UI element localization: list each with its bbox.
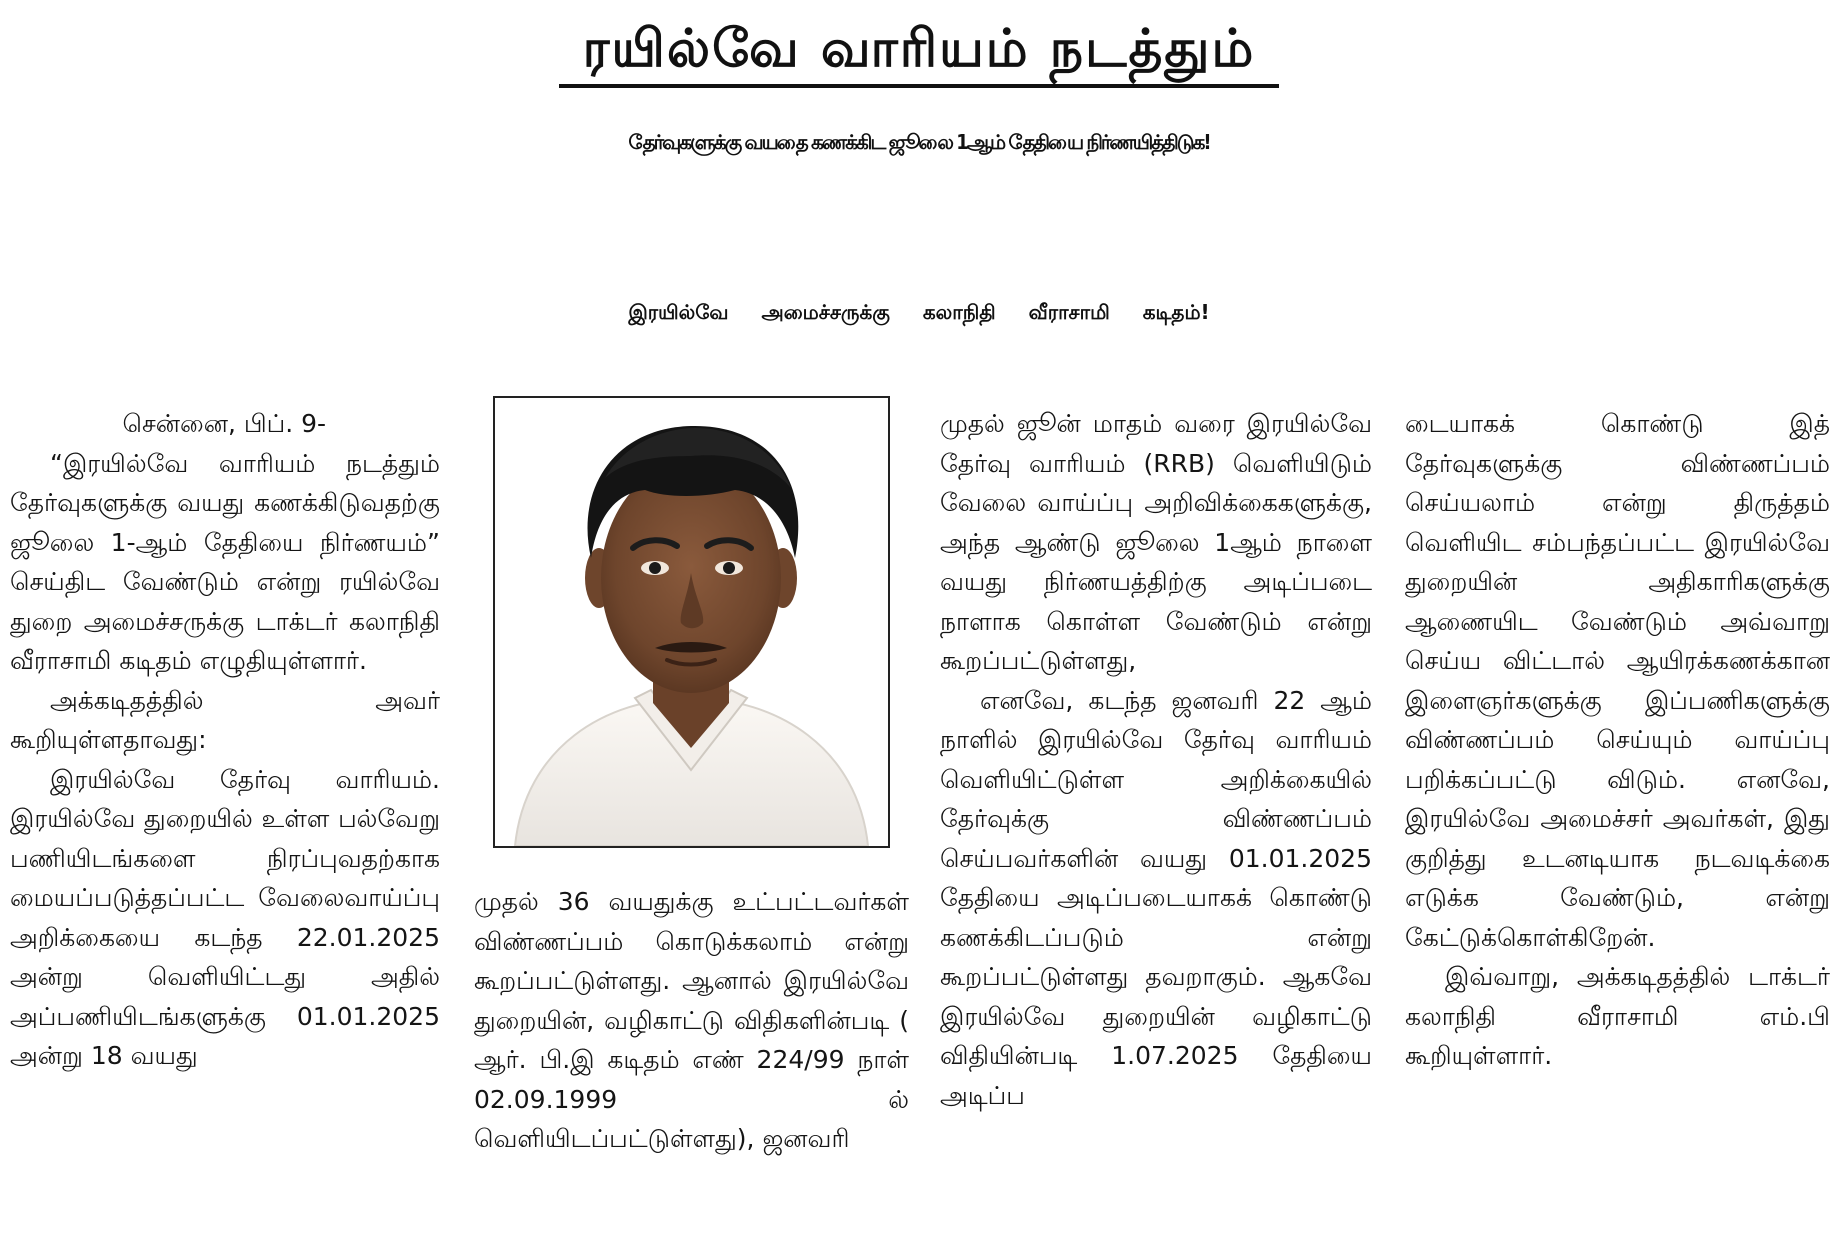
paragraph: முதல் ஜூன் மாதம் வரை இரயில்வே தேர்வு வாரியம் (RRB) வெளியிடும் வேலை வாய்ப்பு அறிவிக்கைகளுக்கு, அந்த ஆண்டு ஜூலை 1ஆம் நாளை வயது நிர்ணயத்திற்கு அடிப்படை நாளாக கொள்ள வேண்டும் என்று கூறப்பட்டுள்ளது, bbox=[940, 409, 1372, 675]
kicker-container bbox=[0, 20, 1838, 88]
column-4 bbox=[1405, 404, 1830, 1076]
paragraph: டையாகக் கொண்டு இத் தேர்வுகளுக்கு விண்ணப்பம் செய்யலாம் என்று திருத்தம் வெளியிட சம்பந்தப்பட்ட இரயில்வே துறையின் அதிகாரிகளுக்கு ஆணையிட வேண்டும் அவ்வாறு செய்ய விட்டால் ஆயிரக்கணக்கான இளைஞர்களுக்கு இப்பணிகளுக்கு விண்ணப்பம் செய்யும் வாய்ப்பு பறிக்கப்பட்டு விடும். எனவே, இரயில்வே அமைச்சர் அவர்கள், இது குறித்து உடனடியாக நடவடிக்கை எடுக்க வேண்டும், என்று கேட்டுக்கொள்கிறேன். bbox=[1405, 409, 1830, 952]
paragraph: அக்கடிதத்தில் அவர் கூறியுள்ளதாவது: bbox=[10, 685, 440, 754]
column-2 bbox=[474, 882, 909, 1159]
paragraph: இவ்வாறு, அக்கடிதத்தில் டாக்டர் கலாநிதி வீராசாமி எம்.பி கூறியுள்ளார். bbox=[1405, 962, 1830, 1070]
column-3 bbox=[940, 404, 1372, 1115]
dateline: சென்னை, பிப். 9- bbox=[122, 409, 327, 438]
portrait-photo bbox=[493, 396, 890, 848]
paragraph: முதல் 36 வயதுக்கு உட்பட்டவர்கள் விண்ணப்பம் கொடுக்கலாம் என்று கூறப்பட்டுள்ளது. ஆனால் இரயில்வே துறையின், வழிகாட்டு விதிகளின்படி ( ஆர். பி.இ கடிதம் எண் 224/99 நாள் 02.09.1999 ல் வெளியிடப்பட்டுள்ளது), ஜனவரி bbox=[474, 887, 909, 1153]
paragraph: எனவே, கடந்த ஜனவரி 22 ஆம் நாளில் இரயில்வே தேர்வு வாரியம் வெளியிட்டுள்ள அறிக்கையில் தேர்வுக்கு விண்ணப்பம் செய்பவர்களின் வயது 01.01.2025 தேதியை அடிப்படையாகக் கொண்டு கணக்கிடப்படும் என்று கூறப்பட்டுள்ளது தவறாகும். ஆகவே இரயில்வே துறையின் வழிகாட்டு விதியின்படி 1.07.2025 தேதியை அடிப்ப bbox=[940, 685, 1372, 1110]
subheadline: இரயில்வே அமைச்சருக்கு கலாநிதி வீராசாமி கடிதம்! bbox=[628, 300, 1210, 324]
paragraph: இரயில்வே தேர்வு வாரியம். இரயில்வே துறையில் உள்ள பல்வேறு பணியிடங்களை நிரப்புவதற்காக மையப்படுத்தப்பட்ட வேலைவாய்ப்பு அறிக்கையை கடந்த 22.01.2025 அன்று வெளியிட்டது அதில் அப்பணியிடங்களுக்கு 01.01.2025 அன்று 18 வயது bbox=[10, 764, 440, 1070]
column-1 bbox=[10, 404, 440, 1076]
portrait-illustration bbox=[495, 398, 888, 846]
paragraph: “இரயில்வே வாரியம் நடத்தும் தேர்வுகளுக்கு வயது கணக்கிடுவதற்கு ஜூலை 1-ஆம் தேதியை நிர்ணயம்” செய்திட வேண்டும் என்று ரயில்வே துறை அமைச்சருக்கு டாக்டர் கலாநிதி வீராசாமி கடிதம் எழுதியுள்ளார். bbox=[10, 448, 440, 675]
kicker-text: ரயில்வே வாரியம் நடத்தும் bbox=[559, 20, 1280, 88]
headline: தேர்வுகளுக்கு வயதை கணக்கிட ஜூலை 1ஆம் தேதியை நிர்ணயித்திடுக! bbox=[628, 130, 1210, 154]
